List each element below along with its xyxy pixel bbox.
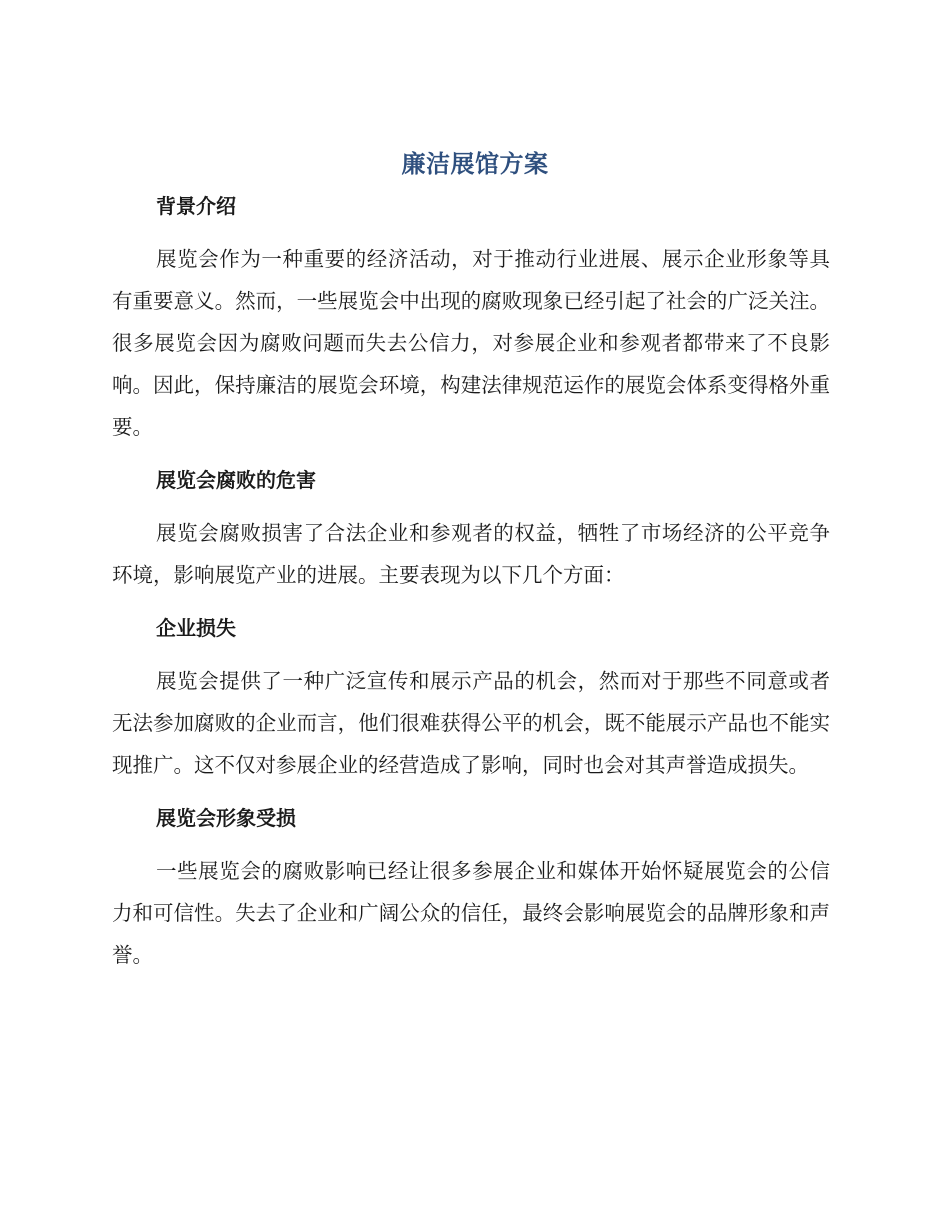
document-body	[112, 188, 830, 976]
section-heading-corruption-harm: 展览会腐败的危害	[156, 468, 316, 492]
section-paragraph-enterprise-loss: 展览会提供了一种广泛宣传和展示产品的机会，然而对于那些不同意或者无法参加腐败的企业而言，他们很难获得公平的机会，既不能展示产品也不能实现推广。这不仅对参展企业的经营造成了影响，同时也会对其声誉造成损失。	[112, 669, 830, 777]
section-paragraph-image-damage: 一些展览会的腐败影响已经让很多参展企业和媒体开始怀疑展览会的公信力和可信性。失去了企业和广阔公众的信任，最终会影响展览会的品牌形象和声誉。	[112, 859, 830, 967]
section-heading-image-damage: 展览会形象受损	[156, 806, 296, 830]
section-heading-background: 背景介绍	[156, 194, 236, 218]
section-heading-enterprise-loss: 企业损失	[156, 616, 236, 640]
section-paragraph-background: 展览会作为一种重要的经济活动，对于推动行业进展、展示企业形象等具有重要意义。然而，一些展览会中出现的腐败现象已经引起了社会的广泛关注。很多展览会因为腐败问题而失去公信力，对参展企业和参观者都带来了不良影响。因此，保持廉洁的展览会环境，构建法律规范运作的展览会体系变得格外重要。	[112, 247, 830, 439]
document-title: 廉洁展馆方案	[401, 150, 549, 178]
section-paragraph-corruption-harm: 展览会腐败损害了合法企业和参观者的权益，牺牲了市场经济的公平竞争环境，影响展览产业的进展。主要表现为以下几个方面：	[112, 521, 830, 587]
